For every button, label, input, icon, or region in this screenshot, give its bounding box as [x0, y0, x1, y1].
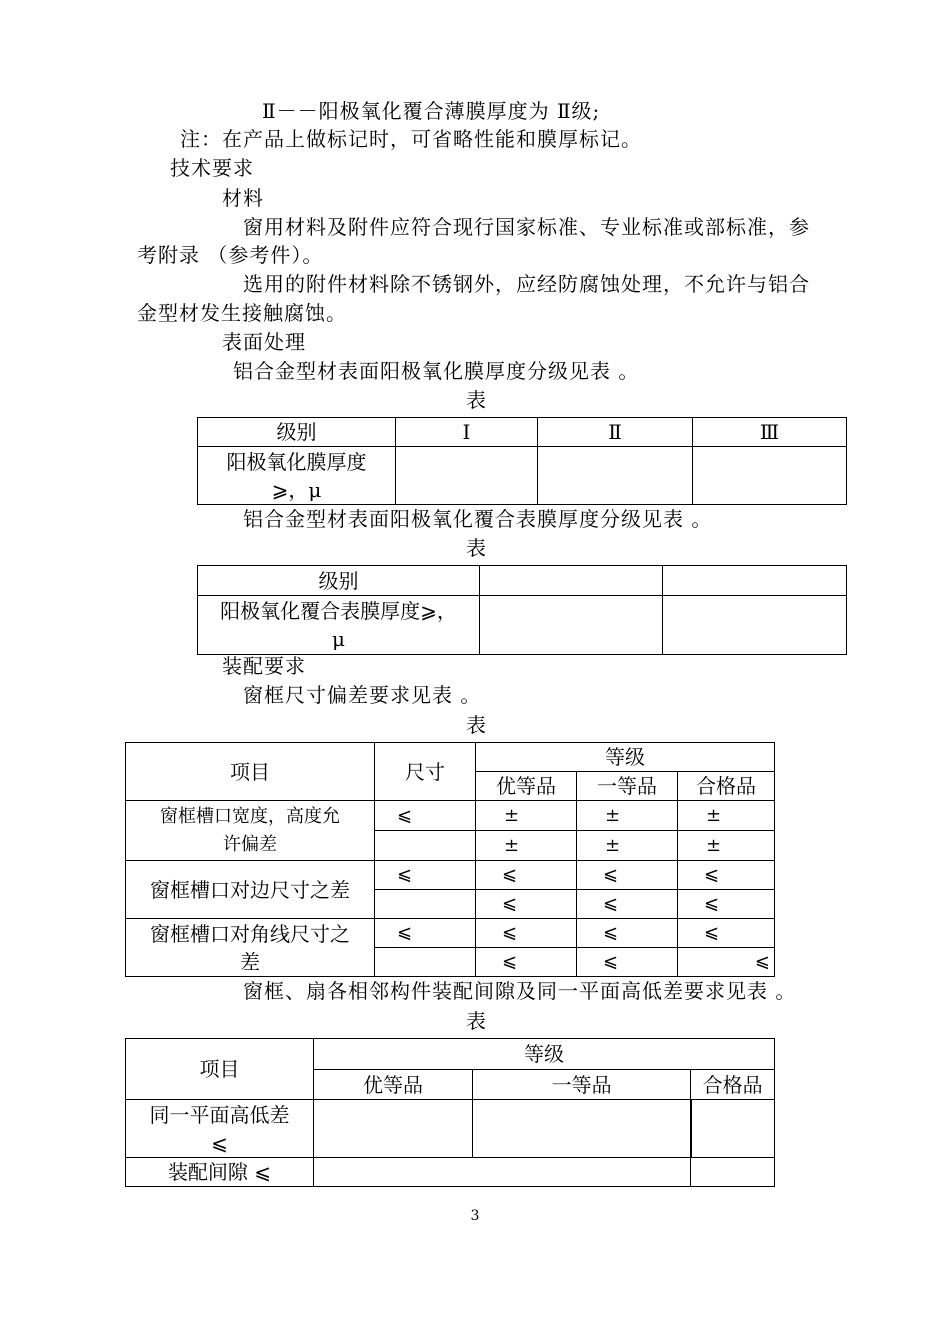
t4-cell	[691, 1100, 775, 1158]
t1-grade-3: Ⅲ	[693, 418, 847, 447]
t4-col-qualified: 合格品	[691, 1070, 775, 1100]
t3-row-opposite: 窗框槽口对边尺寸之差	[126, 861, 375, 919]
t2-cell	[480, 566, 663, 596]
t4-col-premium: 优等品	[314, 1070, 473, 1100]
t4-cell	[691, 1158, 775, 1187]
t1-grade-1: Ⅰ	[396, 418, 538, 447]
t4-cell	[314, 1158, 691, 1187]
note: 注：在产品上做标记时，可省略性能和膜厚标记。	[180, 127, 642, 151]
t2-cell	[663, 596, 847, 655]
heading-tech-req: 技术要求	[170, 156, 254, 180]
t2-grade-label: 级别	[198, 566, 480, 596]
t4-row-1b: ⩽	[211, 1130, 228, 1155]
t3-cell	[375, 948, 476, 977]
t4-row-1a: 同一平面高低差	[149, 1102, 290, 1127]
t3-le: ⩽	[678, 919, 775, 948]
t3-le: ⩽	[577, 919, 678, 948]
heading-material: 材料	[222, 186, 264, 210]
t3-row-3a: 窗框槽口对角线尺寸之	[150, 921, 350, 946]
t1-row-label-a: 阳极氧化膜厚度	[226, 449, 367, 474]
t3-le: ⩽	[375, 801, 476, 831]
t3-le: ⩽	[476, 948, 577, 977]
t2-row-label	[198, 596, 480, 655]
t4-row-gap: 装配间隙 ⩽	[126, 1158, 314, 1187]
t1-grade-2: Ⅱ	[538, 418, 693, 447]
t3-cell	[375, 831, 476, 861]
t4-item-header: 项目	[126, 1039, 314, 1100]
t2-cell	[663, 566, 847, 596]
t3-col-qualified: 合格品	[678, 772, 775, 801]
heading-assembly: 装配要求	[222, 654, 306, 678]
t3-row-width-height	[126, 801, 375, 861]
t2-cell	[480, 596, 663, 655]
line-1: Ⅱ－－阳极氧化覆合薄膜厚度为 Ⅱ级;	[262, 99, 601, 123]
para-2a: 选用的附件材料除不锈钢外，应经防腐蚀处理，不允许与铝合	[243, 272, 810, 296]
t3-le: ⩽	[678, 948, 775, 977]
para-4: 铝合金型材表面阳极氧化覆合表膜厚度分级见表 。	[243, 507, 713, 531]
t3-le: ⩽	[577, 948, 678, 977]
t3-le: ⩽	[476, 919, 577, 948]
t3-pm: ±	[476, 831, 577, 861]
t1-row-label	[198, 447, 396, 505]
t1-row-label-b: ⩾，μ	[271, 477, 322, 502]
t2-row-label-b: μ	[332, 627, 345, 651]
t1-cell	[396, 447, 538, 505]
t3-pm: ±	[678, 831, 775, 861]
t3-le: ⩽	[678, 861, 775, 890]
t1-grade-label: 级别	[198, 418, 396, 447]
t4-row-level-diff	[126, 1100, 314, 1158]
t3-item-header: 项目	[126, 743, 375, 801]
t3-row-3b: 差	[240, 949, 260, 974]
t3-le: ⩽	[577, 890, 678, 919]
table-2	[197, 565, 847, 655]
page-number: 3	[470, 1208, 480, 1224]
t3-pm: ±	[678, 801, 775, 831]
t3-le: ⩽	[476, 861, 577, 890]
t3-le: ⩽	[476, 890, 577, 919]
caption-4: 表	[466, 1009, 487, 1033]
caption-1: 表	[466, 388, 487, 412]
caption-2: 表	[466, 536, 487, 560]
t4-cell	[314, 1100, 473, 1158]
t4-level-header: 等级	[314, 1039, 775, 1070]
t3-le: ⩽	[678, 890, 775, 919]
para-2b: 金型材发生接触腐蚀。	[137, 301, 347, 325]
t1-cell	[538, 447, 693, 505]
para-5: 窗框尺寸偏差要求见表 。	[243, 683, 482, 707]
t3-pm: ±	[577, 801, 678, 831]
t3-pm: ±	[476, 801, 577, 831]
t3-le: ⩽	[375, 861, 476, 890]
t1-cell	[693, 447, 847, 505]
t3-level-header: 等级	[476, 743, 775, 772]
t3-row-diagonal	[126, 919, 375, 977]
heading-surface: 表面处理	[222, 330, 306, 354]
t3-pm: ±	[577, 831, 678, 861]
t4-cell	[473, 1100, 691, 1158]
t3-col-first: 一等品	[577, 772, 678, 801]
t4-col-first: 一等品	[473, 1070, 691, 1100]
t3-le: ⩽	[577, 861, 678, 890]
para-1a: 窗用材料及附件应符合现行国家标准、专业标准或部标准，参	[243, 215, 810, 239]
t3-col-premium: 优等品	[476, 772, 577, 801]
t3-le: ⩽	[375, 919, 476, 948]
t3-row-1b: 许偏差	[223, 833, 277, 855]
table-3	[125, 742, 775, 977]
table-1	[197, 417, 847, 505]
t3-size-header: 尺寸	[375, 743, 476, 801]
para-3: 铝合金型材表面阳极氧化膜厚度分级见表 。	[233, 359, 640, 383]
t2-row-label-a: 阳极氧化覆合表膜厚度⩾，	[220, 599, 457, 623]
table-4	[125, 1038, 775, 1187]
para-1b: 考附录 （参考件）。	[137, 243, 324, 267]
t3-cell	[375, 890, 476, 919]
t3-row-1a: 窗框槽口宽度，高度允	[160, 805, 340, 827]
para-6: 窗框、扇各相邻构件装配间隙及同一平面高低差要求见表 。	[243, 979, 797, 1003]
caption-3: 表	[466, 713, 487, 737]
